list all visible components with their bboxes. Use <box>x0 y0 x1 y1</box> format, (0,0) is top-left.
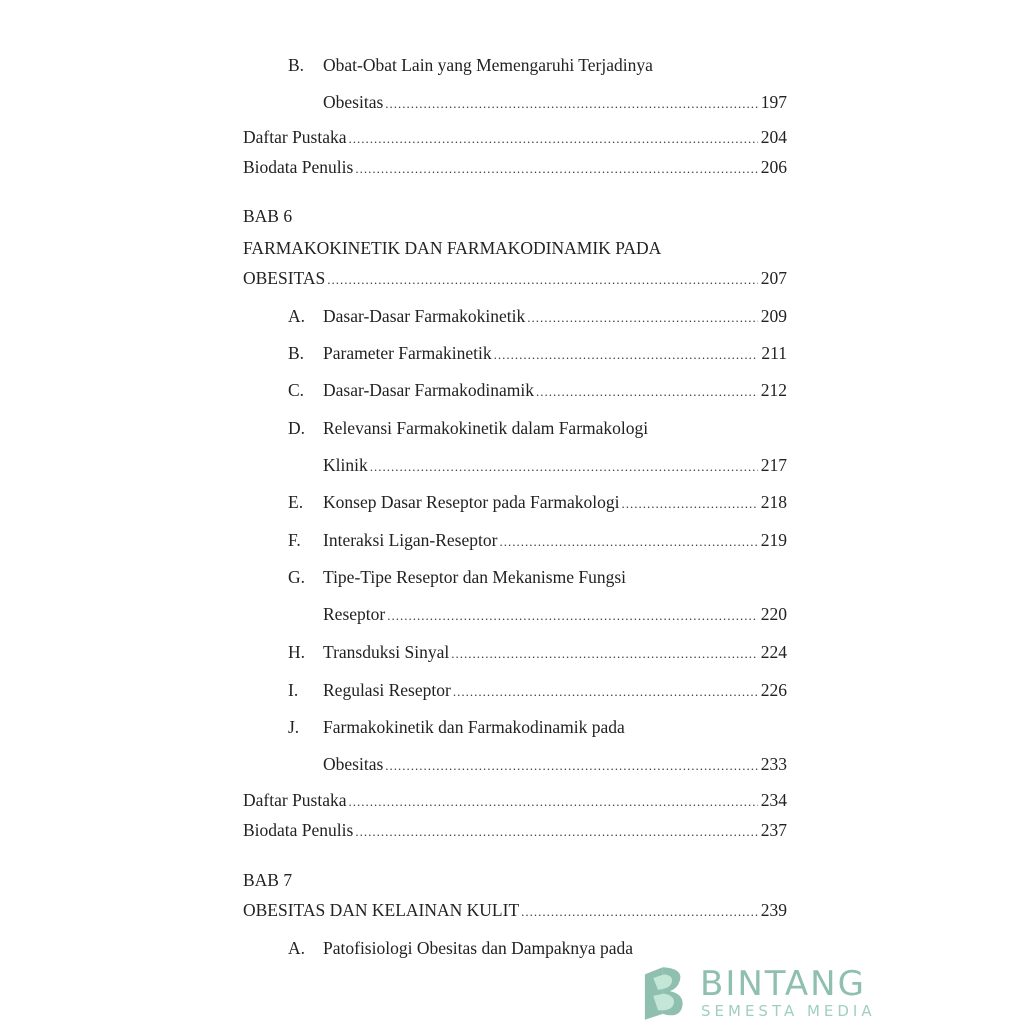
toc-entry[interactable] <box>288 640 787 664</box>
toc-entry[interactable] <box>288 678 787 702</box>
toc-entry-title: BAB 6 <box>243 206 293 226</box>
toc-entry[interactable] <box>243 125 787 149</box>
toc-entry-title: BAB 7 <box>243 870 293 890</box>
toc-entry-title: Parameter Farmakinetik <box>323 343 492 363</box>
toc-entry[interactable] <box>243 898 787 922</box>
toc-entry[interactable] <box>288 528 787 552</box>
toc-entry-page: 218 <box>760 492 787 512</box>
dot-leader <box>327 268 758 292</box>
toc-entry-title: Obesitas <box>323 754 384 774</box>
toc-entry[interactable] <box>288 936 634 960</box>
toc-entry-page: 233 <box>760 754 787 774</box>
dot-leader <box>494 343 759 367</box>
dot-leader <box>370 455 758 479</box>
toc-entry-letter: E. <box>288 492 304 512</box>
toc-entry-title: Reseptor <box>323 604 386 624</box>
toc-entry-title: Farmakokinetik dan Farmakodinamik pada <box>323 717 625 737</box>
toc-entry[interactable] <box>323 602 787 626</box>
toc-entry-title: Interaksi Ligan-Reseptor <box>323 530 498 550</box>
toc-entry-title: Klinik <box>323 455 368 475</box>
toc-entry-page: 219 <box>760 530 787 550</box>
dot-leader <box>621 492 757 516</box>
toc-entry[interactable] <box>288 565 627 589</box>
dot-leader <box>385 92 757 116</box>
toc-entry-page: 239 <box>760 900 787 920</box>
toc-entry-title: OBESITAS <box>243 268 326 288</box>
dot-leader <box>355 820 757 844</box>
toc-entry-letter: H. <box>288 642 306 662</box>
toc-entry[interactable] <box>288 416 649 440</box>
toc-entry[interactable] <box>243 818 787 842</box>
toc-entry-page: 234 <box>760 790 787 810</box>
toc-entry-page: 224 <box>760 642 787 662</box>
toc-entry[interactable] <box>243 236 661 260</box>
publisher-watermark <box>640 966 960 1022</box>
toc-entry-title: Obat-Obat Lain yang Memengaruhi Terjadinya <box>323 55 653 75</box>
toc-entry[interactable] <box>243 266 787 290</box>
toc-entry[interactable] <box>243 204 292 228</box>
toc-entry-title: OBESITAS DAN KELAINAN KULIT <box>243 900 520 920</box>
toc-entry-title: Obesitas <box>323 92 384 112</box>
toc-entry-title: Dasar-Dasar Farmakokinetik <box>323 306 526 326</box>
dot-leader <box>385 754 757 778</box>
toc-entry-page: 212 <box>760 380 787 400</box>
toc-entry-title: Tipe-Tipe Reseptor dan Mekanisme Fungsi <box>323 567 627 587</box>
dot-leader <box>453 680 758 704</box>
toc-entry-title: Daftar Pustaka <box>243 790 347 810</box>
toc-entry-title: Regulasi Reseptor <box>323 680 451 700</box>
toc-entry-letter: B. <box>288 55 305 75</box>
dot-leader <box>451 642 757 666</box>
toc-entry[interactable] <box>243 155 787 179</box>
toc-entry-page: 217 <box>760 455 787 475</box>
dot-leader <box>499 530 757 554</box>
toc-entry-letter: A. <box>288 938 306 958</box>
dot-leader <box>349 127 758 151</box>
toc-entry-page: 211 <box>761 343 787 363</box>
toc-entry-letter: C. <box>288 380 305 400</box>
toc-entry-letter: I. <box>288 680 299 700</box>
toc-entry[interactable] <box>288 53 653 77</box>
toc-entry-letter: J. <box>288 717 300 737</box>
dot-leader <box>387 604 758 628</box>
toc-entry-title: Transduksi Sinyal <box>323 642 450 662</box>
dot-leader <box>355 157 757 181</box>
toc-entry-page: 197 <box>760 92 787 112</box>
toc-entry[interactable] <box>323 453 787 477</box>
toc-entry[interactable] <box>243 788 787 812</box>
toc-entry-page: 220 <box>760 604 787 624</box>
toc-entry-page: 237 <box>760 820 787 840</box>
toc-entry-title: Biodata Penulis <box>243 820 354 840</box>
book-logo-icon <box>640 966 688 1021</box>
toc-entry-page: 209 <box>760 306 787 326</box>
dot-leader <box>527 306 757 330</box>
dot-leader <box>521 900 758 924</box>
toc-entry[interactable] <box>243 868 292 892</box>
toc-entry-title: FARMAKOKINETIK DAN FARMAKODINAMIK PADA <box>243 238 662 258</box>
toc-entry-title: Konsep Dasar Reseptor pada Farmakologi <box>323 492 620 512</box>
toc-entry-title: Dasar-Dasar Farmakodinamik <box>323 380 535 400</box>
toc-entry[interactable] <box>288 715 625 739</box>
toc-entry[interactable] <box>288 341 787 365</box>
toc-entry-letter: G. <box>288 567 306 587</box>
toc-entry-letter: D. <box>288 418 306 438</box>
watermark-subtitle: SEMESTA MEDIA <box>701 1002 876 1020</box>
toc-entry[interactable] <box>323 90 787 114</box>
toc-entry-title: Biodata Penulis <box>243 157 354 177</box>
toc-entry-title: Relevansi Farmakokinetik dalam Farmakologi <box>323 418 649 438</box>
toc-entry[interactable] <box>323 752 787 776</box>
toc-entry-title: Daftar Pustaka <box>243 127 347 147</box>
toc-entry-page: 204 <box>760 127 787 147</box>
toc-entry-page: 206 <box>760 157 787 177</box>
toc-entry-page: 226 <box>760 680 787 700</box>
toc-entry[interactable] <box>288 378 787 402</box>
toc-entry-letter: B. <box>288 343 305 363</box>
dot-leader <box>536 380 758 404</box>
toc-entry-title: Patofisiologi Obesitas dan Dampaknya pada <box>323 938 634 958</box>
toc-entry-page: 207 <box>760 268 787 288</box>
watermark-title: BINTANG <box>700 964 866 1004</box>
toc-entry[interactable] <box>288 304 787 328</box>
toc-entry-letter: F. <box>288 530 301 550</box>
toc-entry-letter: A. <box>288 306 306 326</box>
dot-leader <box>349 790 758 814</box>
toc-entry[interactable] <box>288 490 787 514</box>
